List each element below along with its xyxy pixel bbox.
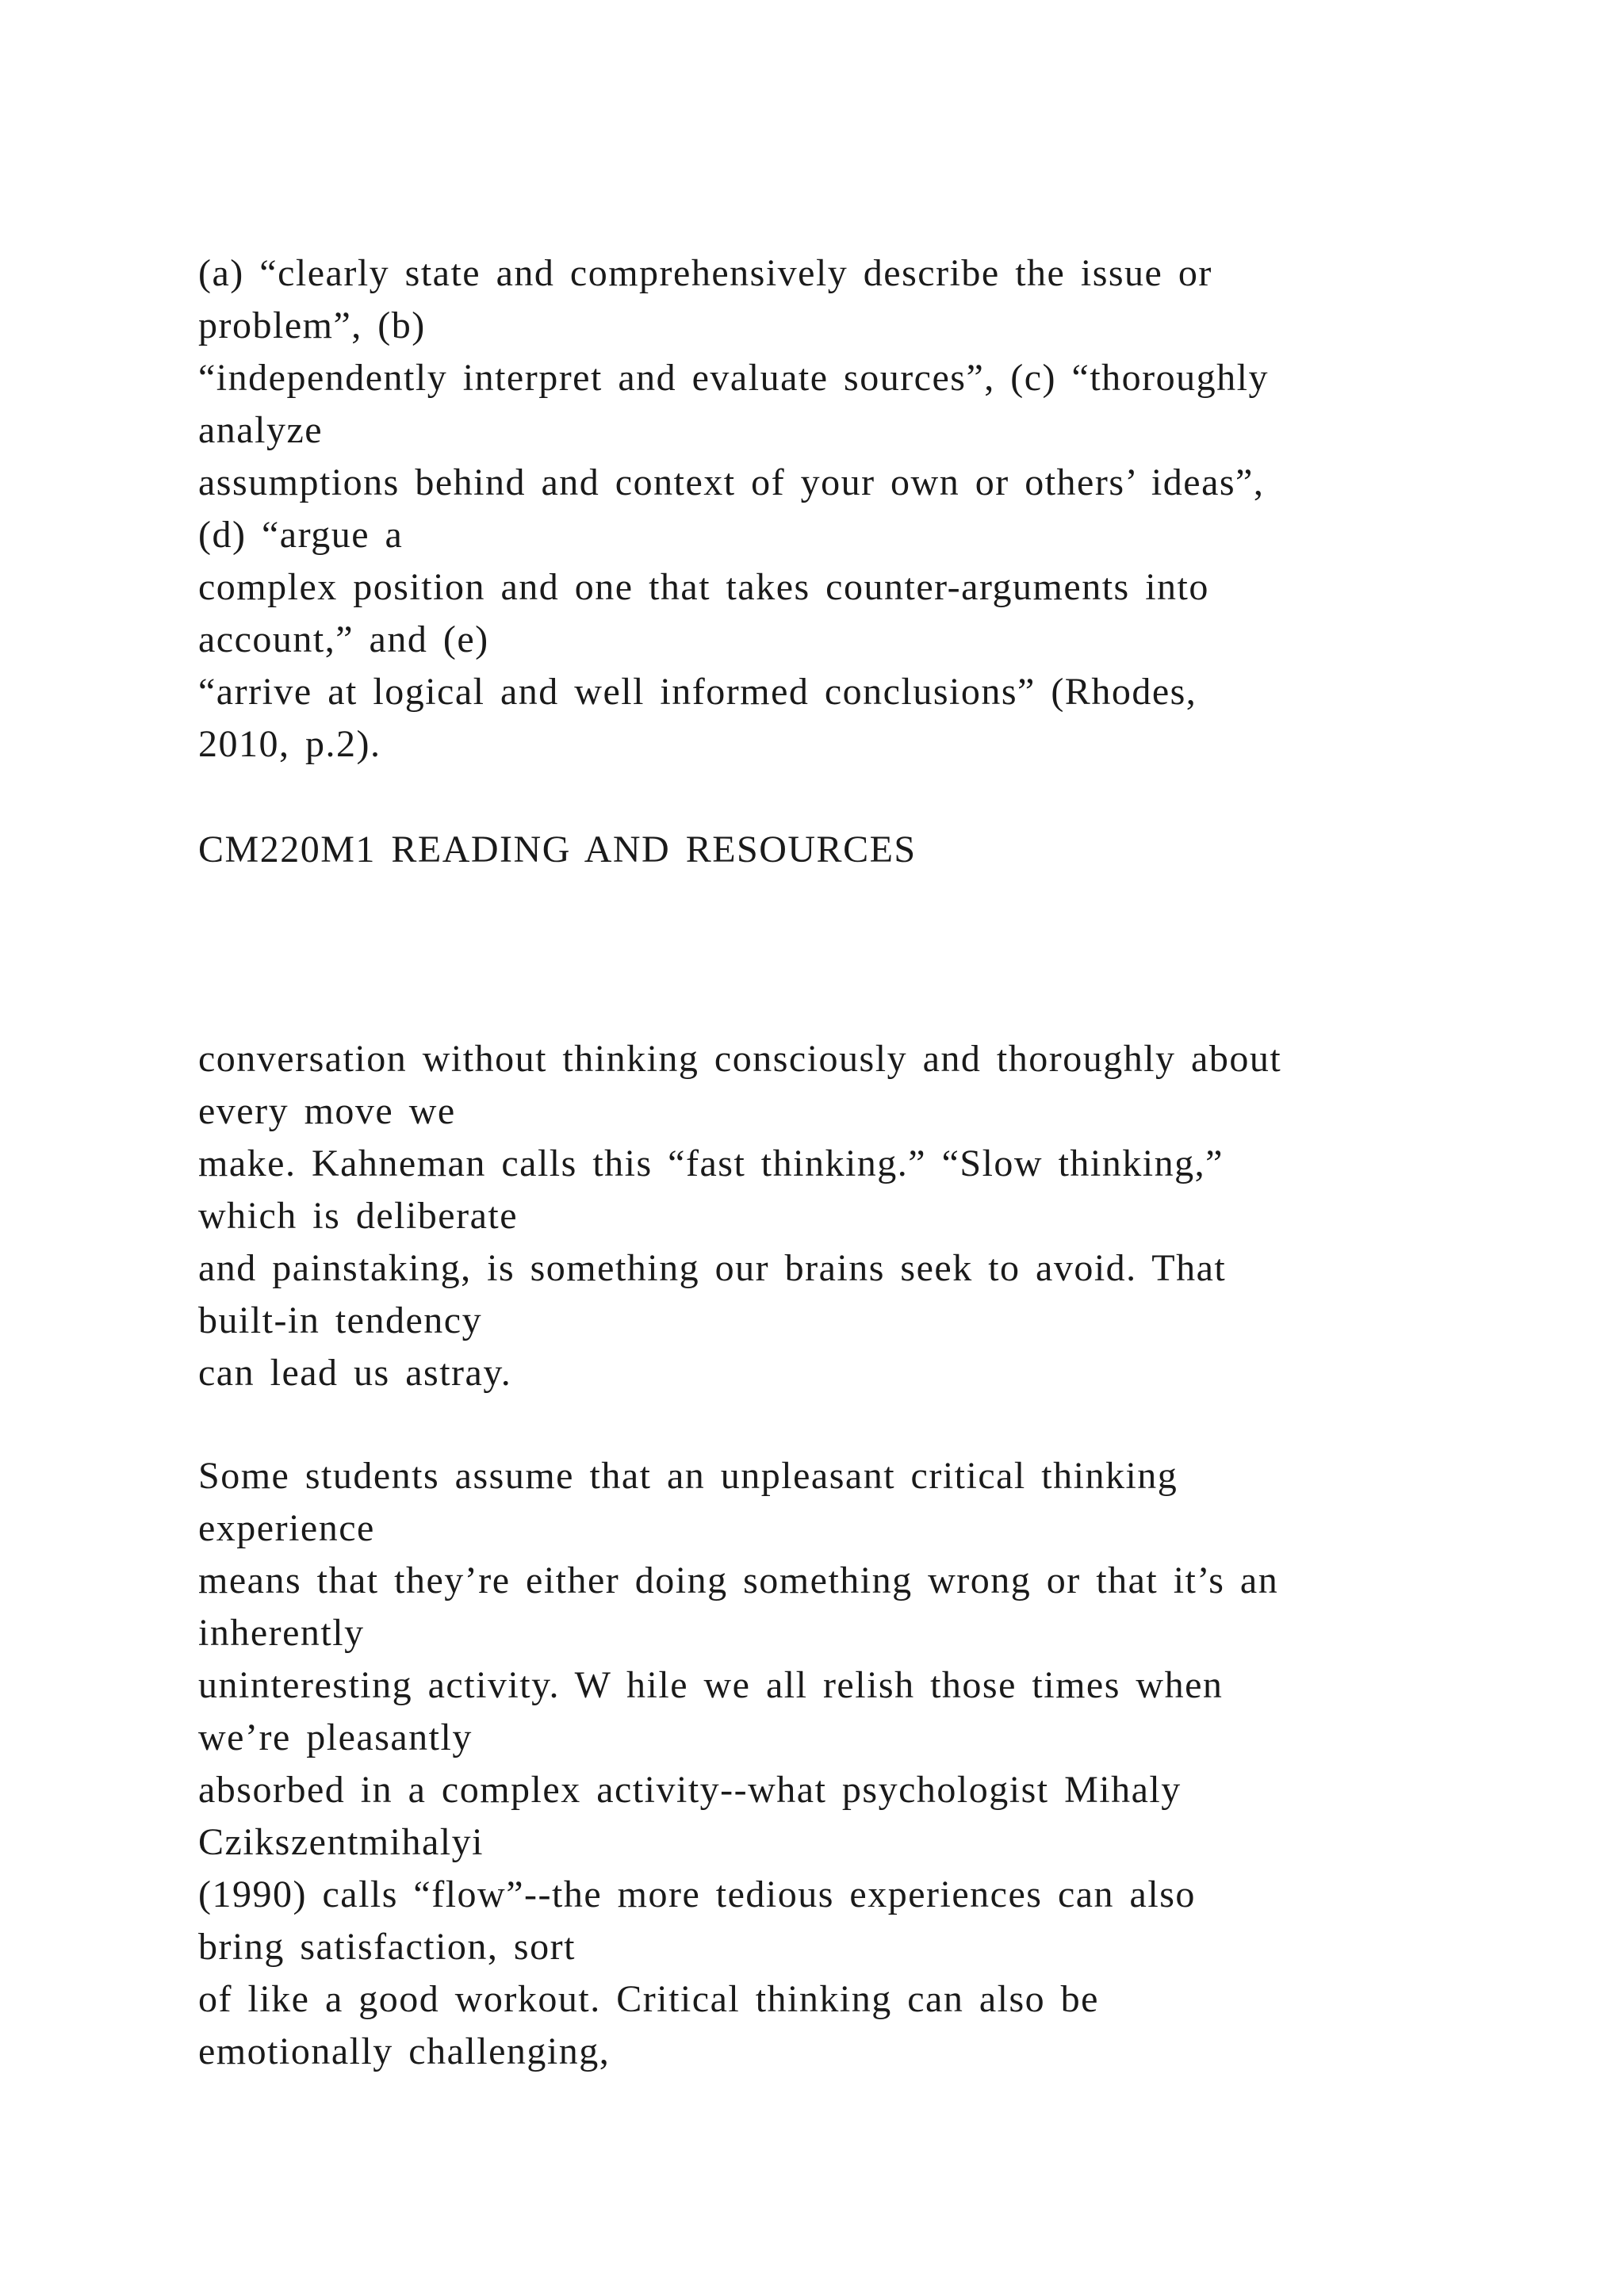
text-line: experience — [198, 1507, 375, 1549]
text-line: conversation without thinking consciously and thoroughly about — [198, 1038, 1282, 1080]
paragraph-critical-thinking-experience — [198, 1450, 1507, 2078]
text-line: (1990) calls “flow”--the more tedious experiences can also — [198, 1873, 1196, 1915]
text-line: “independently interpret and evaluate sources”, (c) “thoroughly — [198, 357, 1269, 399]
text-line: (d) “argue a — [198, 514, 404, 556]
text-line: uninteresting activity. W hile we all relish those times when — [198, 1664, 1224, 1706]
text-line: means that they’re either doing something wrong or that it’s an — [198, 1559, 1279, 1601]
text-line: built-in tendency — [198, 1299, 483, 1341]
text-line: and painstaking, is something our brains seek to avoid. That — [198, 1247, 1227, 1289]
section-heading — [198, 824, 1507, 876]
text-line: of like a good workout. Critical thinking can also be — [198, 1978, 1099, 2020]
text-line: analyze — [198, 409, 324, 451]
paragraph-fast-slow-thinking — [198, 1033, 1507, 1399]
text-line: assumptions behind and context of your own or others’ ideas”, — [198, 461, 1265, 503]
text-line: every move we — [198, 1090, 456, 1132]
text-line: 2010, p.2). — [198, 723, 381, 765]
text-line: bring satisfaction, sort — [198, 1926, 576, 1968]
text-line: we’re pleasantly — [198, 1716, 473, 1758]
text-line: complex position and one that takes counter-arguments into — [198, 566, 1209, 608]
text-line: CM220M1 READING AND RESOURCES — [198, 828, 917, 871]
text-line: can lead us astray. — [198, 1352, 512, 1394]
text-line: problem”, (b) — [198, 304, 426, 346]
text-line: inherently — [198, 1612, 365, 1654]
text-line: absorbed in a complex activity--what psychologist Mihaly — [198, 1769, 1182, 1811]
paragraph-criteria — [198, 247, 1507, 771]
text-line: (a) “clearly state and comprehensively describe the issue or — [198, 252, 1212, 294]
text-line: which is deliberate — [198, 1195, 519, 1237]
text-line: Some students assume that an unpleasant critical thinking — [198, 1455, 1178, 1497]
text-line: make. Kahneman calls this “fast thinking.” “Slow thinking,” — [198, 1142, 1224, 1184]
text-line: Czikszentmihalyi — [198, 1821, 484, 1863]
text-line: emotionally challenging, — [198, 2030, 611, 2072]
text-line: “arrive at logical and well informed conclusions” (Rhodes, — [198, 671, 1197, 713]
text-line: account,” and (e) — [198, 618, 489, 660]
